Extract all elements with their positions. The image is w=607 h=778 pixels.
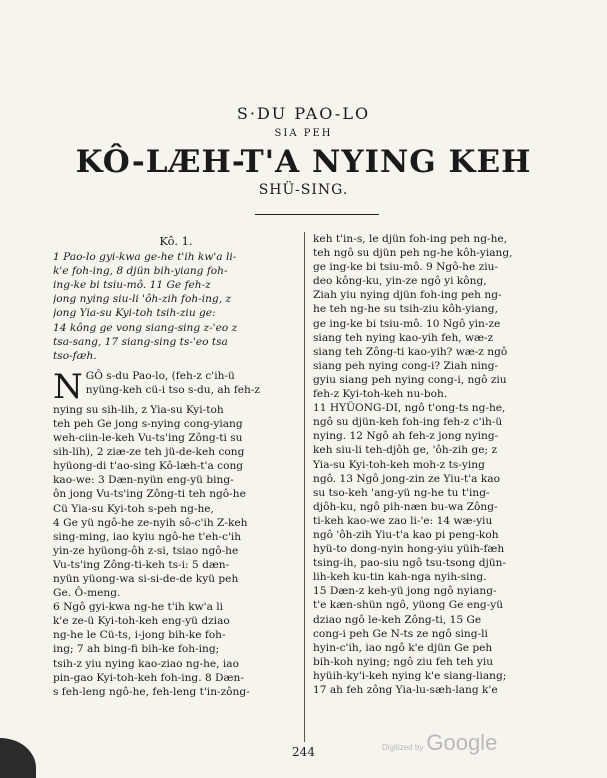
text-line: ing; 7 ah bing-fi bih-ke foh-ing; — [53, 643, 220, 656]
text-line: s feh-leng ngô-he, feh-leng t'in-zông- — [53, 685, 250, 698]
text-line: siang peh nying cong-i? Ziah ning- — [313, 359, 499, 372]
left-body-lines — [53, 403, 299, 699]
text-line: nyün yüong-wa si-si-de-de kyü peh — [53, 572, 239, 585]
text-line: kao-we: 3 Dæn-nyün eng-yü bing- — [53, 474, 234, 487]
text-line: su tso-keh 'ang-yü ng-he tu t'ing- — [313, 486, 490, 499]
text-line: sing-ming, iao kyiu ngô-he t'eh-c'ih — [53, 530, 242, 543]
text-line: feh-z Kyi-toh-keh nu-boh. — [313, 388, 448, 401]
text-line: Vu-ts'ing Zông-ti-keh ts-i: 5 dæn- — [53, 558, 230, 571]
title-author: S·DU PAO-LO — [236, 104, 371, 123]
text-line: ge ing-ke bi tsiu-mô. 10 Ngô yin-ze — [313, 317, 501, 330]
text-line: keh t'in-s, le djün foh-ing peh ng-he, — [313, 233, 508, 245]
text-line: 17 ah feh zông Yia-lu-sæh-lang k'e — [313, 684, 498, 696]
text-line: yin-ze hyüong-ôh z-si, tsiao ngô-he — [53, 544, 239, 557]
dropcap-block — [53, 369, 299, 403]
text-line: ge ing-ke bi tsiu-mô. 9 Ngô-he ziu- — [313, 261, 498, 274]
text-line: hyüih-ky'i-keh nying k'e siang-liang; — [313, 669, 507, 682]
chapter-body-start — [53, 369, 299, 699]
watermark-caption: Digitized by — [382, 743, 424, 752]
text-line: ngô su djün-keh foh-ing feh-z c'ih-ü — [313, 416, 503, 429]
text-line: 6 Ngô gyi-kwa ng-he t'ih kw'a li — [53, 601, 224, 614]
title-rule — [255, 214, 379, 215]
title-connector: SIA PEH — [274, 128, 333, 139]
chapter-heading: Kô. 1. — [159, 234, 193, 248]
text-line: weh-ciin-le-keh Vu-ts'ing Zông-ti su — [53, 432, 243, 445]
text-line: he teh ng-he su tsih-ziu kôh-yiang, — [313, 303, 498, 316]
text-line: nyüng-keh cü-i tso s-du, ah feh-z — [85, 383, 261, 396]
text-line: hyü-to dong-nyin hong-yiu yüih-fæh — [313, 543, 505, 556]
text-line: Ziah yiu nying djün foh-ing peh ng- — [313, 289, 502, 302]
text-line: gyiu siang peh nying cong-i, ngô ziu — [313, 373, 507, 386]
text-line: hyin-c'ih, iao ngô k'e djün Ge peh — [313, 641, 493, 654]
text-line: lih-keh ku-tin kah-nga nyih-sing. — [313, 571, 487, 584]
text-line: Ge. Ô-meng. — [53, 587, 121, 600]
text-line: t'e kæn-shün ngô, yüong Ge eng-yü — [313, 599, 504, 612]
text-line: tso-fæh. — [53, 349, 97, 362]
text-line: ti-keh kao-we zao li-'e: 14 wæ-yiu — [313, 514, 493, 527]
scan-corner-shadow — [0, 738, 36, 778]
text-line: nying. 12 Ngô ah feh-z jong nying- — [313, 430, 499, 443]
text-line: keh siu-li teh-djôh ge, 'ôh-zih ge; z — [313, 444, 498, 457]
text-line: djôh-ku, ngô pih-næn bu-wa Zông- — [313, 500, 498, 513]
text-line: sih-lih), 2 ziæ-ze teh jü-de-keh cong — [53, 446, 245, 459]
text-line: tsing-ih, pao-siu ngô tsu-tsong djün- — [313, 557, 507, 570]
text-line: jong Yia-su Kyi-toh tsih-ziu ge: — [53, 307, 216, 320]
text-line: dziao ngô le-keh Zông-ti, 15 Ge — [313, 613, 482, 626]
text-line: 14 kông ge vong siang-sing z-'eo z — [53, 321, 238, 334]
left-column — [53, 228, 299, 699]
title-main: KÔ-LÆH-T'A NYING KEH — [75, 144, 532, 180]
text-line: hyüong-di t'ao-sing Kô-læh-t'a cong — [53, 460, 244, 473]
text-line: 4 Ge yü ngô-he ze-nyih sô-c'ih Z-keh — [53, 516, 248, 529]
title-sub: SHÜ-SING. — [258, 182, 349, 198]
page-number: 244 — [292, 745, 315, 759]
text-line: k'e ze-ü Kyi-toh-keh eng-yü dziao — [53, 615, 230, 628]
text-line: tsih-z yiu nying kao-ziao ng-he, iao — [53, 657, 239, 670]
text-line: 1 Pao-lo gyi-kwa ge-he t'ih kw'a li- — [53, 251, 237, 264]
text-line: GÔ s-du Pao-lo, (feh-z c'ih-ü — [85, 369, 235, 382]
chapter-summary — [53, 250, 299, 363]
text-line: pin-gao Kyi-toh-keh foh-ing. 8 Dæn- — [53, 671, 244, 684]
text-line: deo kông-ku, yin-ze ngô yi kông, — [313, 275, 487, 288]
digitized-watermark — [382, 730, 497, 756]
column-divider — [304, 232, 305, 742]
text-line: siang teh Zông-ti kao-yih? wæ-z ngô — [313, 345, 508, 358]
text-line: ng-he le Cü-ts, i-jong bih-ke foh- — [53, 629, 226, 642]
text-line: teh ngô su djün peh ng-he kôh-yiang, — [313, 247, 513, 260]
text-line: Yia-su Kyi-toh-keh moh-z ts-ying — [313, 458, 485, 471]
text-line: bih-koh nying; ngô ziu feh teh yiu — [313, 655, 494, 668]
text-line: 15 Dæn-z keh-yü jong ngô nyiang- — [313, 585, 497, 598]
dropcap-letter: N — [53, 368, 83, 403]
text-line: tsa-sang, 17 siang-sing ts-'eo tsa — [53, 335, 228, 348]
text-line: teh peh Ge jong s-nying cong-yiang — [53, 417, 243, 430]
text-line: nying su sih-lih, z Yia-su Kyi-toh — [53, 403, 224, 416]
text-line: k'e foh-ing, 8 djün bih-yiang foh- — [53, 265, 228, 278]
text-line: ing-ke bi tsiu-mô. 11 Ge feh-z — [53, 279, 211, 292]
text-line: ngô. 13 Ngô jong-zin ze Yiu-t'a kao — [313, 472, 500, 485]
text-line: ôn jong Vu-ts'ing Zông-ti teh ngô-he — [53, 488, 246, 501]
text-line: ngô 'ôh-zih Yiu-t'a kao pi peng-koh — [313, 528, 499, 541]
text-line: cong-i peh Ge N-ts ze ngô sing-li — [313, 627, 488, 640]
watermark-logo: Google — [426, 730, 498, 755]
text-line: 11 HYÜONG-DI, ngô t'ong-ts ng-he, — [313, 402, 506, 415]
text-line: jong nying siu-li 'ôh-zih foh-ing, z — [53, 293, 232, 306]
text-line: siang teh nying kao-yih feh, wæ-z — [313, 331, 494, 344]
right-column — [313, 232, 563, 697]
text-line: Cü Yia-su Kyi-toh s-peh ng-he, — [53, 502, 214, 515]
